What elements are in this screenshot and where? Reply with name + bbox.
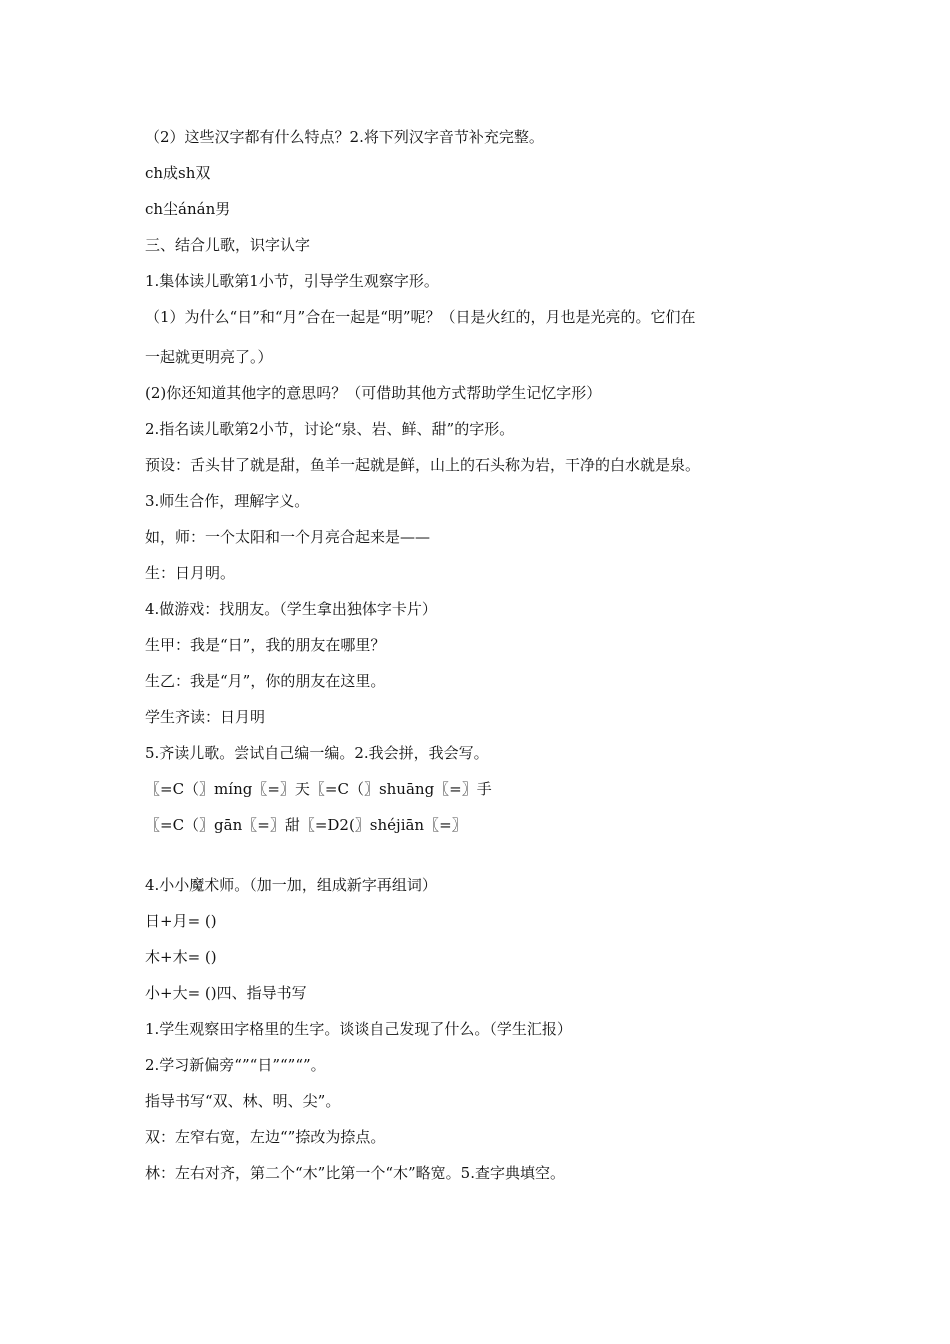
text-line-13: 生：日月明。 [145,564,236,582]
text-line-18: 5.齐读儿歌。尝试自己编一编。2.我会拼，我会写。 [145,744,489,762]
text-line-27: 指导书写“双、林、明、尖”。 [145,1092,341,1110]
text-line-12: 如，师：一个太阳和一个月亮合起来是—— [145,528,431,546]
text-line-14: 4.做游戏：找朋友。（学生拿出独体字卡片） [145,600,437,618]
text-line-2: ch成sh双 [145,164,211,182]
pinyin-line-1: 〖=C（〗míng〖=〗天〖=C（〗shuāng〖=〗手 [145,780,492,798]
text-line-1: （2）这些汉字都有什么特点？2.将下列汉字音节补充完整。 [145,128,544,146]
text-line-3: ch尘ánán男 [145,200,231,218]
text-line-10: 预设：舌头甘了就是甜，鱼羊一起就是鲜，山上的石头称为岩，干净的白水就是泉。 [145,456,701,474]
text-line-15: 生甲：我是“日”，我的朋友在哪里？ [145,636,386,654]
section-heading-3: 三、结合儿歌，识字认字 [145,236,311,254]
text-line-26: 2.学习新偏旁“”“日”“”“”。 [145,1056,326,1074]
text-line-28: 双：左窄右宽，左边“”捺改为捺点。 [145,1128,386,1146]
text-line-5: 1.集体读儿歌第1小节，引导学生观察字形。 [145,272,439,290]
text-line-17: 学生齐读：日月明 [145,708,266,726]
text-line-29: 林：左右对齐，第二个“木”比第一个“木”略宽。5.查字典填空。 [145,1164,565,1182]
text-line-6: （1）为什么“日”和“月”合在一起是“明”呢？（日是火红的，月也是光亮的。它们在 [145,308,696,326]
equation-line-1: 日+月= () [145,912,217,930]
text-line-8: (2)你还知道其他字的意思吗？（可借助其他方式帮助学生记忆字形） [145,384,602,402]
text-line-25: 1.学生观察田字格里的生字。谈谈自己发现了什么。（学生汇报） [145,1020,572,1038]
equation-line-2: 木+木= () [145,948,217,966]
text-line-11: 3.师生合作，理解字义。 [145,492,310,510]
equation-line-3: 小+大= ()四、指导书写 [145,984,307,1002]
text-line-7: 一起就更明亮了。） [145,348,273,366]
pinyin-line-2: 〖=C（〗gān〖=〗甜〖=D2(〗shéjiān〖=〗 [145,816,467,834]
text-line-21: 4.小小魔术师。（加一加，组成新字再组词） [145,876,437,894]
text-line-9: 2.指名读儿歌第2小节，讨论“泉、岩、鲜、甜”的字形。 [145,420,515,438]
text-line-16: 生乙：我是“月”，你的朋友在这里。 [145,672,386,690]
